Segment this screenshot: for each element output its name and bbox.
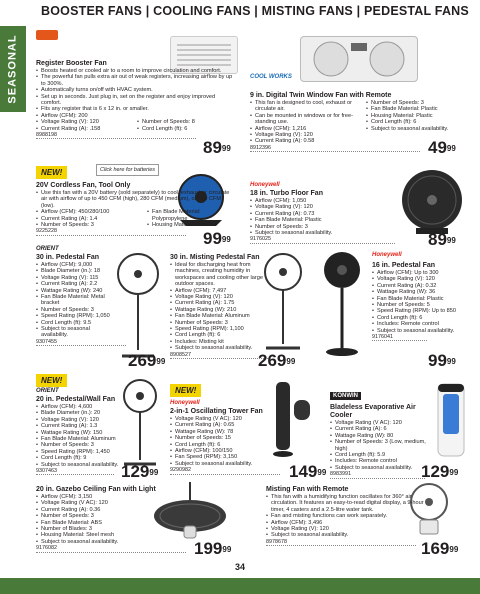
product-title: 20 in. Gazebo Ceiling Fan with Light [36, 486, 156, 493]
brand-logo: Honeywell [372, 252, 402, 258]
sku: 8983991 [330, 471, 425, 478]
price-dollars: 99 [428, 351, 447, 370]
batteries-link[interactable]: Click here for batteries [96, 164, 159, 176]
spec-item: • Includes: Remote control [372, 321, 476, 327]
price-turbo-floor-fan [428, 231, 456, 248]
sku: 9176025 [250, 236, 395, 243]
spec-item: • Can be mounted in windows or for free-standing use. [250, 113, 360, 126]
spec-item: • Current Rating (A): 0.32 [372, 283, 476, 289]
spec-item: • Current Rating (A): 0.58 [250, 138, 360, 144]
pedestal-fan-16-image [320, 250, 364, 358]
product-title: 20 in. Pedestal/Wall Fan [36, 396, 116, 403]
price-cents: 99 [449, 545, 459, 554]
price-dollars: 99 [203, 229, 222, 248]
spec-item: • Airflow (CFM): 4,600 [36, 404, 128, 410]
spec-item: • Subject to seasonal availability. [372, 328, 476, 334]
spec-item: • Airflow (CFM): 450/280/100 [36, 209, 141, 215]
sku: 8908527 [170, 352, 270, 359]
price-air-cooler [421, 463, 458, 480]
spec-item: • Cord Length (ft): 6 [170, 442, 274, 448]
spec-item: • Speed Rating (RPM): 1,050 [36, 313, 114, 319]
spec-item: • Fan Blade Material: Aluminum [36, 436, 128, 442]
spec-item: • Current Rating (A): .158 [36, 126, 131, 132]
price-dollars: 269 [128, 351, 157, 370]
spec-item: • Number of Speeds: 8 [137, 119, 195, 125]
price-dollars: 89 [203, 138, 222, 157]
spec-item: • Number of Speeds: 3 [36, 513, 156, 519]
product-misting-pedestal-fan [170, 254, 266, 359]
footer-bar [0, 578, 480, 594]
turbo-floor-fan-image [396, 166, 468, 238]
spec-item: • Cord Length (ft): 9 [36, 455, 128, 461]
spec-item: • Airflow (CFM): 3,150 [36, 494, 156, 500]
product-title: Bladeless Evaporative Air Cooler [330, 404, 416, 419]
spec-item: • Wattage Rating (W): 78 [170, 429, 274, 435]
price-dollars: 169 [421, 539, 450, 558]
price-cents: 99 [446, 144, 456, 153]
spec-item: • Wattage Rating (W): 210 [170, 307, 266, 313]
spec-item: • Subject to seasonal availability. [36, 462, 128, 468]
spec-item: • Subject to seasonal availability. [36, 326, 114, 339]
spec-item: • Set up in seconds. Just plug in, set on the register and enjoy improved comfort. [36, 94, 236, 107]
price-dollars: 199 [194, 539, 223, 558]
product-misting-fan-remote [266, 486, 426, 546]
brand-logo: ORIENT [36, 246, 59, 252]
spec-item: • Voltage Rating (V): 120 [250, 204, 400, 210]
product-pedestal-fan-16 [372, 262, 476, 341]
product-title: 20V Cordless Fan, Tool Only [36, 182, 131, 189]
spec-item: • Blade Diameter (in.): 20 [36, 410, 128, 416]
spec-item: • Number of Speeds: 3 [36, 307, 114, 313]
price-cents: 99 [449, 468, 459, 477]
price-cents: 99 [446, 236, 456, 245]
price-register-booster-fan [203, 139, 231, 156]
price-dollars: 129 [121, 462, 150, 481]
spec-item: • Voltage Rating (V AC): 120 [330, 420, 434, 426]
spec-item: • Blade Diameter (in.): 18 [36, 268, 114, 274]
spec-item: • Subject to seasonal availability. [170, 345, 266, 351]
product-turbo-floor-fan [250, 190, 400, 244]
brand-logo: ORIENT [36, 388, 59, 394]
spec-item: • Airflow (CFM): 1,050 [250, 198, 400, 204]
spec-item: • Airflow (CFM): 9,000 [36, 262, 114, 268]
spec-item: • Fan Blade Material: Polypropylene [147, 209, 217, 222]
spec-item: • Speed Rating (RPM): 1,100 [170, 326, 266, 332]
new-badge: NEW! [36, 374, 67, 387]
spec-item: • Current Rating (A): 1.75 [170, 300, 266, 306]
spec-item: • Speed Rating (RPM): 1,450 [36, 449, 128, 455]
product-title: Register Booster Fan [36, 60, 107, 67]
page-header: BOOSTER FANS | COOLING FANS | MISTING FANS | PEDESTAL FANS [41, 4, 469, 18]
price-dollars: 89 [428, 230, 447, 249]
spec-item: • Fan Blade Material: Plastic [372, 296, 476, 302]
spec-item: • Subject to seasonal availability. [266, 532, 426, 538]
spec-item: • Current Rating (A): 0.73 [250, 211, 400, 217]
spec-item: • Current Rating (A): 0.36 [36, 507, 156, 513]
brand-logo: COOL WORKS [250, 74, 292, 80]
product-title: 18 in. Turbo Floor Fan [250, 190, 323, 197]
spec-item: • Fan Blade Material: Plastic [366, 106, 466, 112]
spec-item: • Airflow (CFM): 1,216 [250, 126, 360, 132]
price-dollars: 149 [289, 462, 318, 481]
product-pedestal-wall-fan [36, 396, 128, 475]
new-badge: NEW! [170, 384, 201, 397]
spec-item: • Airflow (CFM): 3,496 [266, 520, 426, 526]
spec-item: • Fan Blade Material: Metal bracket [36, 294, 114, 307]
spec-item: • Voltage Rating (V AC): 120 [170, 416, 274, 422]
section-tab [0, 26, 26, 112]
spec-item: • Current Rating (A): 1.4 [36, 216, 141, 222]
spec-item: • Fan Blade Material: Aluminum [170, 313, 266, 319]
sku: 9176082 [36, 545, 186, 552]
spec-item: • Voltage Rating (V): 120 [372, 276, 476, 282]
twin-window-fan-image [300, 36, 418, 82]
spec-item: • Wattage Rating (W): 240 [36, 288, 114, 294]
spec-item: • Current Rating (A): 6 [330, 426, 434, 432]
spec-item: • Subject to seasonal availability. [366, 126, 466, 132]
spec-item: • Number of Blades: 3 [36, 526, 156, 532]
new-badge: NEW! [36, 166, 67, 179]
price-pedestal-fan-16 [428, 352, 456, 369]
spec-item: • Airflow (CFM): 200 [36, 113, 236, 119]
product-title: Misting Fan with Remote [266, 486, 349, 493]
spec-item: • Voltage Rating (V): 120 [36, 417, 128, 423]
spec-item: • Ideal for discharging heat from machines, creating humidity in workspaces and cooling other large outdoor spaces. [170, 262, 266, 288]
spec-item: • Airflow (CFM): 100/150 [170, 448, 274, 454]
price-cents: 99 [317, 468, 327, 477]
price-cents: 99 [446, 357, 456, 366]
spec-item: • Number of Speeds: 15 [170, 435, 274, 441]
price-dollars: 129 [421, 462, 450, 481]
price-cents: 99 [149, 468, 159, 477]
sku: 9307463 [36, 468, 114, 475]
brand-logo [36, 30, 58, 40]
spec-item: • Fan Blade Material: ABS [36, 520, 156, 526]
spec-item: • Voltage Rating (V): 120 [266, 526, 426, 532]
product-gazebo-ceiling-fan [36, 486, 156, 553]
spec-item: • Cord Length (ft): 6 [170, 332, 266, 338]
spec-item: • Includes: Remote control [330, 458, 434, 464]
price-cents: 99 [221, 235, 231, 244]
spec-item: • The powerful fan pulls extra air out of weak registers, increasing airflow by up to 300%. [36, 74, 236, 87]
price-cents: 99 [222, 545, 232, 554]
price-dollars: 49 [428, 138, 447, 157]
spec-item: • Subject to seasonal availability. [330, 465, 434, 471]
spec-item: • Subject to seasonal availability. [170, 461, 274, 467]
price-cents: 99 [221, 144, 231, 153]
price-twin-window-fan [428, 139, 456, 156]
spec-item: • Airflow (CFM): Up to 300 [372, 270, 476, 276]
misting-pedestal-fan-image [260, 252, 306, 352]
brand-logo: Honeywell [170, 400, 200, 406]
product-title: 9 in. Digital Twin Window Fan with Remote [250, 92, 392, 99]
spec-item: • Use this fan with a 20V battery (sold separately) to cool, exhaust or circulate air with airflow of up to 450 CFM (high), 280 CFM (medium), or 100 CFM (low). [36, 190, 236, 209]
spec-item: • Housing Material: Steel mesh [36, 532, 156, 538]
spec-item: • Number of Speeds: 3 [170, 320, 266, 326]
spec-item: • Current Rating (A): 0.65 [170, 422, 274, 428]
spec-item: • Automatically turns on/off with HVAC system. [36, 87, 236, 93]
product-title: 30 in. Misting Pedestal Fan [170, 254, 260, 261]
tower-fan-image [272, 380, 314, 460]
page-number: 34 [234, 562, 245, 572]
spec-item: • Number of Speeds: 3 [366, 100, 466, 106]
spec-item: • Subject to seasonal availability. [250, 230, 400, 236]
spec-item: • Fan Speed (RPM): 3,150 [170, 454, 274, 460]
price-cents: 99 [156, 357, 166, 366]
price-cordless-fan [203, 230, 231, 247]
product-title: 30 in. Pedestal Fan [36, 254, 100, 261]
price-dollars: 269 [258, 351, 287, 370]
spec-item: • Cord Length (ft): 9.5 [36, 320, 114, 326]
product-title: 16 in. Pedestal Fan [372, 262, 436, 269]
spec-item: • Subject to seasonal availability. [36, 539, 156, 545]
sku: 9225228 [36, 228, 186, 235]
spec-item: • Includes: Misting kit [170, 339, 266, 345]
gazebo-ceiling-fan-image [150, 482, 230, 544]
price-cents: 99 [286, 357, 296, 366]
section-label: SEASONAL [7, 34, 19, 104]
sku: 9176041 [372, 334, 427, 341]
spec-item: • Number of Speeds: 3 [250, 224, 400, 230]
spec-item: • Boosts heated or cooled air to a room to improve circulation and comfort. [36, 68, 236, 74]
spec-item: • Fan and misting functions can work separately. [266, 513, 426, 519]
sku: 9307455 [36, 339, 126, 346]
spec-item: • Number of Speeds: 3 [36, 222, 141, 228]
spec-item: • Current Rating (A): 1.3 [36, 423, 128, 429]
spec-item: • Cord Length (ft): 6 [372, 315, 476, 321]
spec-item: • Cord Length (ft): 5.9 [330, 452, 434, 458]
spec-item: • Voltage Rating (V): 120 [250, 132, 360, 138]
brand-logo: Honeywell [250, 182, 280, 188]
spec-item: • Fits any register that is 6 x 12 in. or smaller. [36, 106, 236, 112]
spec-item: • Voltage Rating (V): 120 [36, 119, 131, 125]
spec-item: • Speed Rating (RPM): Up to 850 [372, 308, 476, 314]
sku: 8988198 [36, 132, 196, 139]
spec-item: • Voltage Rating (V): 120 [170, 294, 266, 300]
spec-item: • Number of Speeds: 5 [372, 302, 476, 308]
brand-logo: KONWIN [330, 392, 361, 400]
product-register-booster-fan [36, 60, 236, 139]
price-misting-pedestal-fan [258, 352, 295, 369]
spec-item: • Cord Length (ft): 6 [137, 126, 195, 132]
sku: 8912396 [250, 145, 420, 152]
spec-item: • Airflow (CFM): 7,497 [170, 288, 266, 294]
product-pedestal-fan-30 [36, 254, 114, 346]
spec-item: • Wattage Rating (W): 80 [330, 433, 434, 439]
spec-item: • Wattage Rating (W): 36 [372, 289, 476, 295]
spec-item: • Housing Material: ABS [147, 222, 217, 228]
spec-item: • Housing Material: Plastic [366, 113, 466, 119]
air-cooler-image [432, 382, 470, 460]
price-pedestal-fan-30 [128, 352, 165, 369]
spec-item: • Voltage Rating (V AC): 120 [36, 500, 156, 506]
sku: 9290982 [170, 467, 280, 474]
price-misting-fan-remote [421, 540, 458, 557]
product-title: 2-in-1 Oscillating Tower Fan [170, 408, 263, 415]
spec-item: • Wattage Rating (W): 150 [36, 430, 128, 436]
spec-item: • This fan is designed to cool, exhaust or circulate air. [250, 100, 360, 113]
spec-item: • Number of Speeds: 3 [36, 442, 128, 448]
product-air-cooler [330, 404, 434, 479]
product-cordless-fan [36, 182, 236, 236]
spec-item: • Current Rating (A): 2.2 [36, 281, 114, 287]
spec-item: • Voltage Rating (V): 115 [36, 275, 114, 281]
product-tower-fan [170, 408, 274, 475]
spec-item: • This fan with a humidifying function oscillates for 360° air circulation. It features an easy-to-read digital display, a 9-hour timer, 4 casters and a 2.5-litre water tank. [266, 494, 426, 513]
price-pedestal-wall-fan [121, 463, 158, 480]
price-tower-fan [289, 463, 326, 480]
sku: 8978678 [266, 539, 416, 546]
spec-item: • Fan Blade Material: Plastic [250, 217, 400, 223]
spec-item: • Cord Length (ft): 6 [366, 119, 466, 125]
spec-item: • Number of Speeds: 3 (Low, medium, high) [330, 439, 434, 452]
price-gazebo-ceiling-fan [194, 540, 231, 557]
